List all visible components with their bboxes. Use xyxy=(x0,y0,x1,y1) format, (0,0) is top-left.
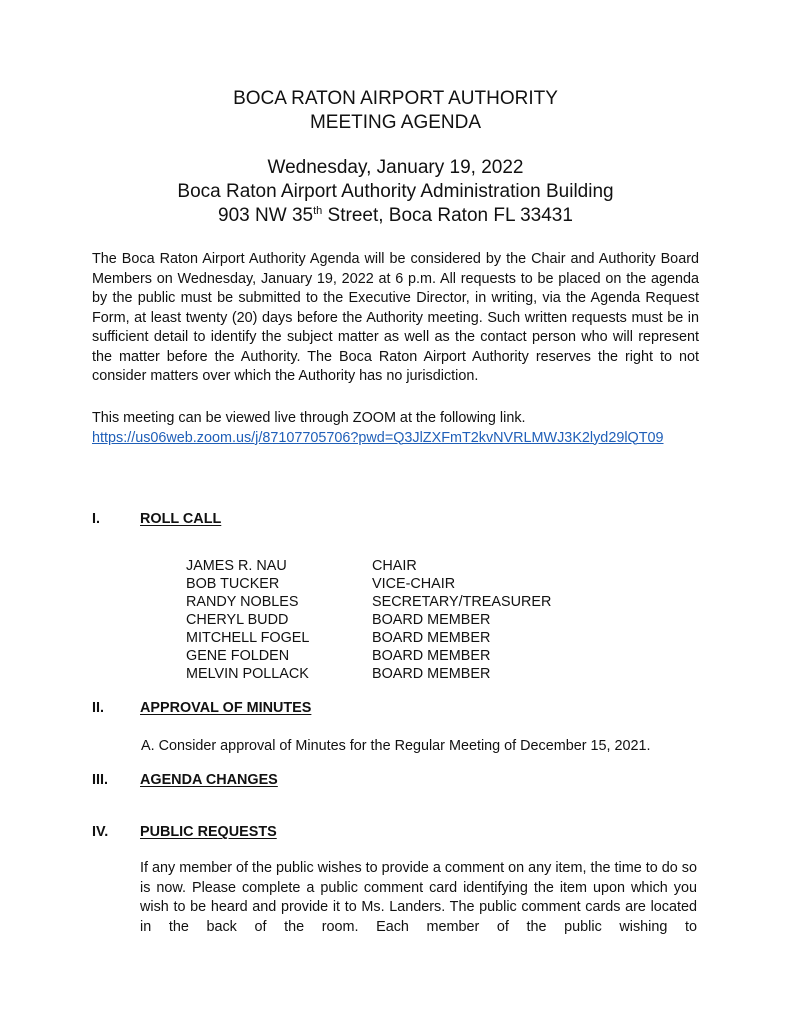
section-numeral: I. xyxy=(92,511,100,527)
intro-paragraph: The Boca Raton Airport Authority Agenda will be considered by the Chair and Authority Board Members on Wednesday, January 19, 2022 at 6 p.m. All requests to be placed on the agenda by the public must be submitted to the Executive Director, in writing, via the Agenda Request Form, at least twenty (20) days before the Authority meeting. Such written requests must be in sufficient detail to identify the subject matter as well as the contact person who will represent the matter before the Authority. The Boca Raton Airport Authority reserves the right to not consider matters over which the Authority has no jurisdiction. xyxy=(92,251,699,384)
section-agenda-changes xyxy=(92,771,278,789)
minutes-item-a: A. Consider approval of Minutes for the Regular Meeting of December 15, 2021. xyxy=(141,738,651,754)
member-name: JAMES R. NAU xyxy=(186,558,287,574)
member-role: BOARD MEMBER xyxy=(372,612,491,628)
address-number: 903 NW 35 xyxy=(218,205,314,226)
section-numeral: II. xyxy=(92,700,104,716)
member-role: BOARD MEMBER xyxy=(372,630,491,646)
member-role: BOARD MEMBER xyxy=(372,648,491,664)
address-street: Street, Boca Raton FL 33431 xyxy=(322,205,573,226)
zoom-meeting-link[interactable]: https://us06web.zoom.us/j/87107705706?pwd=Q3JlZXFmT2kvNVRLMWJ3K2lyd29lQT09 xyxy=(92,429,664,446)
section-roll-call xyxy=(92,510,221,528)
roll-call-row xyxy=(186,557,551,575)
member-role: SECRETARY/TREASURER xyxy=(372,594,552,610)
section-heading: AGENDA CHANGES xyxy=(140,772,278,788)
member-name: GENE FOLDEN xyxy=(186,648,290,664)
roll-call-row xyxy=(186,629,551,647)
section-heading: PUBLIC REQUESTS xyxy=(140,824,277,840)
section-heading: APPROVAL OF MINUTES xyxy=(140,700,312,716)
member-role: VICE-CHAIR xyxy=(372,576,456,592)
doc-title: MEETING AGENDA xyxy=(309,112,482,133)
zoom-info xyxy=(92,409,702,448)
section-public-requests xyxy=(92,823,277,841)
roll-call-row xyxy=(186,647,551,665)
roll-call-row xyxy=(186,665,551,683)
org-title: BOCA RATON AIRPORT AUTHORITY xyxy=(233,88,558,109)
member-name: RANDY NOBLES xyxy=(186,594,299,610)
member-name: BOB TUCKER xyxy=(186,576,280,592)
roll-call-row xyxy=(186,593,551,611)
meeting-location: Boca Raton Airport Authority Administration Building xyxy=(177,181,614,202)
roll-call-list xyxy=(186,557,551,683)
member-name: MELVIN POLLACK xyxy=(186,666,309,682)
member-name: MITCHELL FOGEL xyxy=(186,630,310,646)
meeting-address xyxy=(0,204,791,228)
section-numeral: IV. xyxy=(92,824,109,840)
public-requests-paragraph: If any member of the public wishes to provide a comment on any item, the time to do so is now. Please complete a public comment card identifying the item upon which you wish to be heard and provide it to Ms. Landers. The public comment cards are located in the back of the room. Each member of the public wishing to xyxy=(140,860,697,935)
address-ordinal: th xyxy=(313,205,323,217)
zoom-text: This meeting can be viewed live through ZOOM at the following link. xyxy=(92,410,526,426)
roll-call-row xyxy=(186,575,551,593)
section-approval-of-minutes xyxy=(92,699,311,717)
section-numeral: III. xyxy=(92,772,108,788)
member-role: CHAIR xyxy=(372,558,417,574)
meeting-date: Wednesday, January 19, 2022 xyxy=(267,157,524,178)
section-heading: ROLL CALL xyxy=(140,511,222,527)
roll-call-row xyxy=(186,611,551,629)
meeting-info xyxy=(0,156,791,228)
member-name: CHERYL BUDD xyxy=(186,612,289,628)
document-title xyxy=(0,87,791,135)
member-role: BOARD MEMBER xyxy=(372,666,491,682)
